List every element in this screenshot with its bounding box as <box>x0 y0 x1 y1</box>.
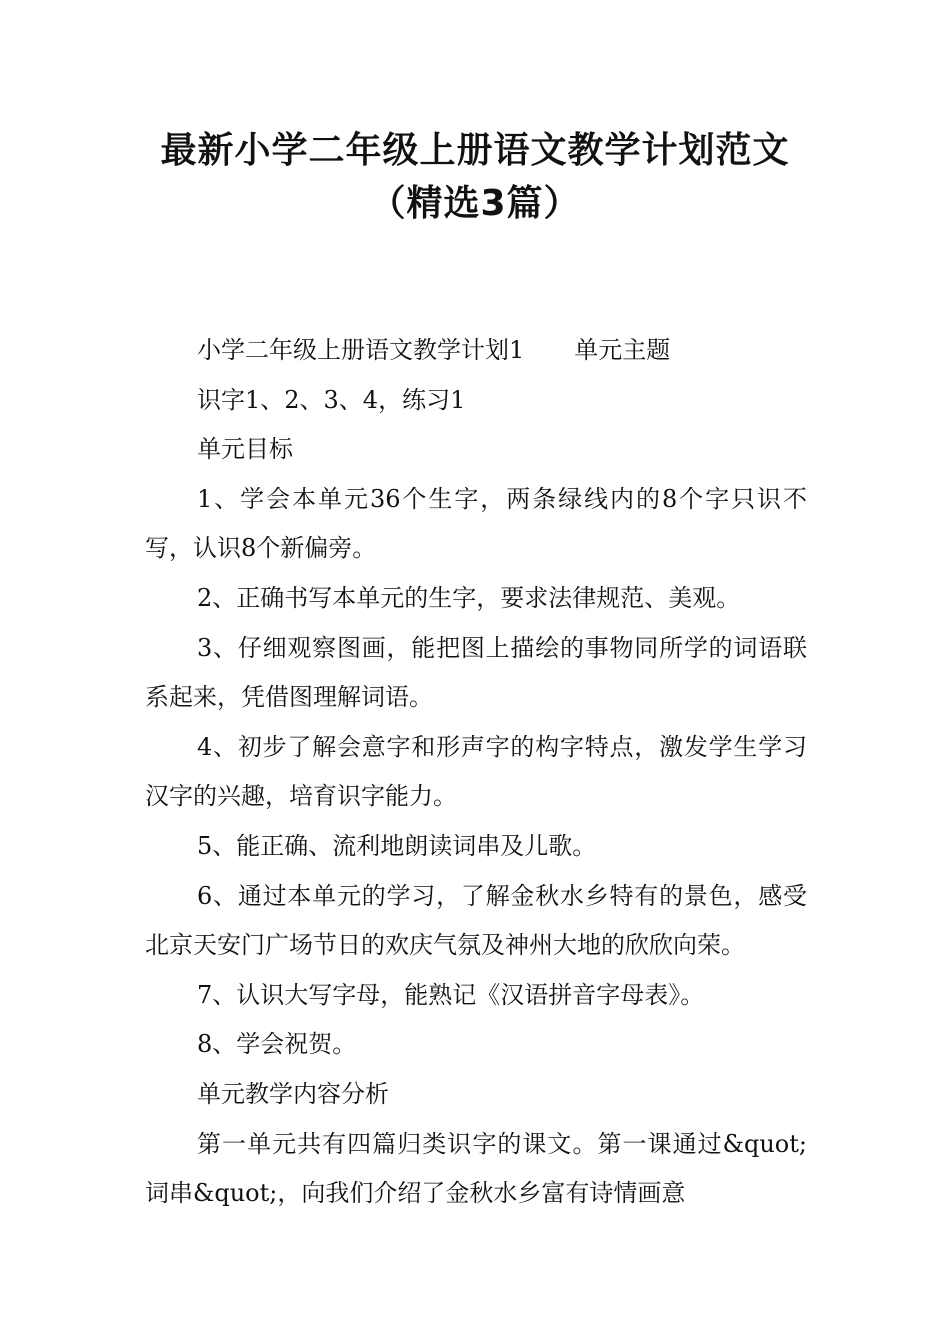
paragraph-goal-2: 2、正确书写本单元的生字，要求法律规范、美观。 <box>197 583 741 612</box>
paragraph-unit-theme: 识字1、2、3、4，练习1 <box>197 385 466 414</box>
paragraph-goal-4: 4、初步了解会意字和形声字的构字特点，激发学生学习汉字的兴趣，培育识字能力。 <box>145 732 807 811</box>
paragraph-goal-6: 6、通过本单元的学习，了解金秋水乡特有的景色，感受北京天安门广场节日的欢庆气氛及神州大地的欣欣向荣。 <box>145 881 807 960</box>
paragraph-goal-8: 8、学会祝贺。 <box>197 1030 357 1059</box>
paragraph-goal-7: 7、认识大写字母，能熟记《汉语拼音字母表》。 <box>197 980 705 1009</box>
document-subtitle: （精选3篇） <box>369 183 581 224</box>
document-body <box>145 326 807 1219</box>
paragraph-unit-goals-heading: 单元目标 <box>197 435 293 464</box>
document-title: 最新小学二年级上册语文教学计划范文 <box>160 130 790 171</box>
plan-title-text: 小学二年级上册语文教学计划1 <box>197 336 525 364</box>
paragraph-goal-1: 1、学会本单元36个生字，两条绿线内的8个字只识不写，认识8个新偏旁。 <box>145 484 807 563</box>
paragraph-plan-heading <box>145 326 807 376</box>
paragraph-content-analysis-heading: 单元教学内容分析 <box>197 1079 389 1108</box>
paragraph-content-analysis: 第一单元共有四篇归类识字的课文。第一课通过&quot;词串&quot;，向我们介绍了金秋水乡富有诗情画意 <box>145 1129 807 1208</box>
paragraph-goal-3: 3、仔细观察图画，能把图上描绘的事物同所学的词语联系起来，凭借图理解词语。 <box>145 633 807 712</box>
unit-theme-label: 单元主题 <box>574 336 671 364</box>
paragraph-goal-5: 5、能正确、流利地朗读词串及儿歌。 <box>197 831 597 860</box>
